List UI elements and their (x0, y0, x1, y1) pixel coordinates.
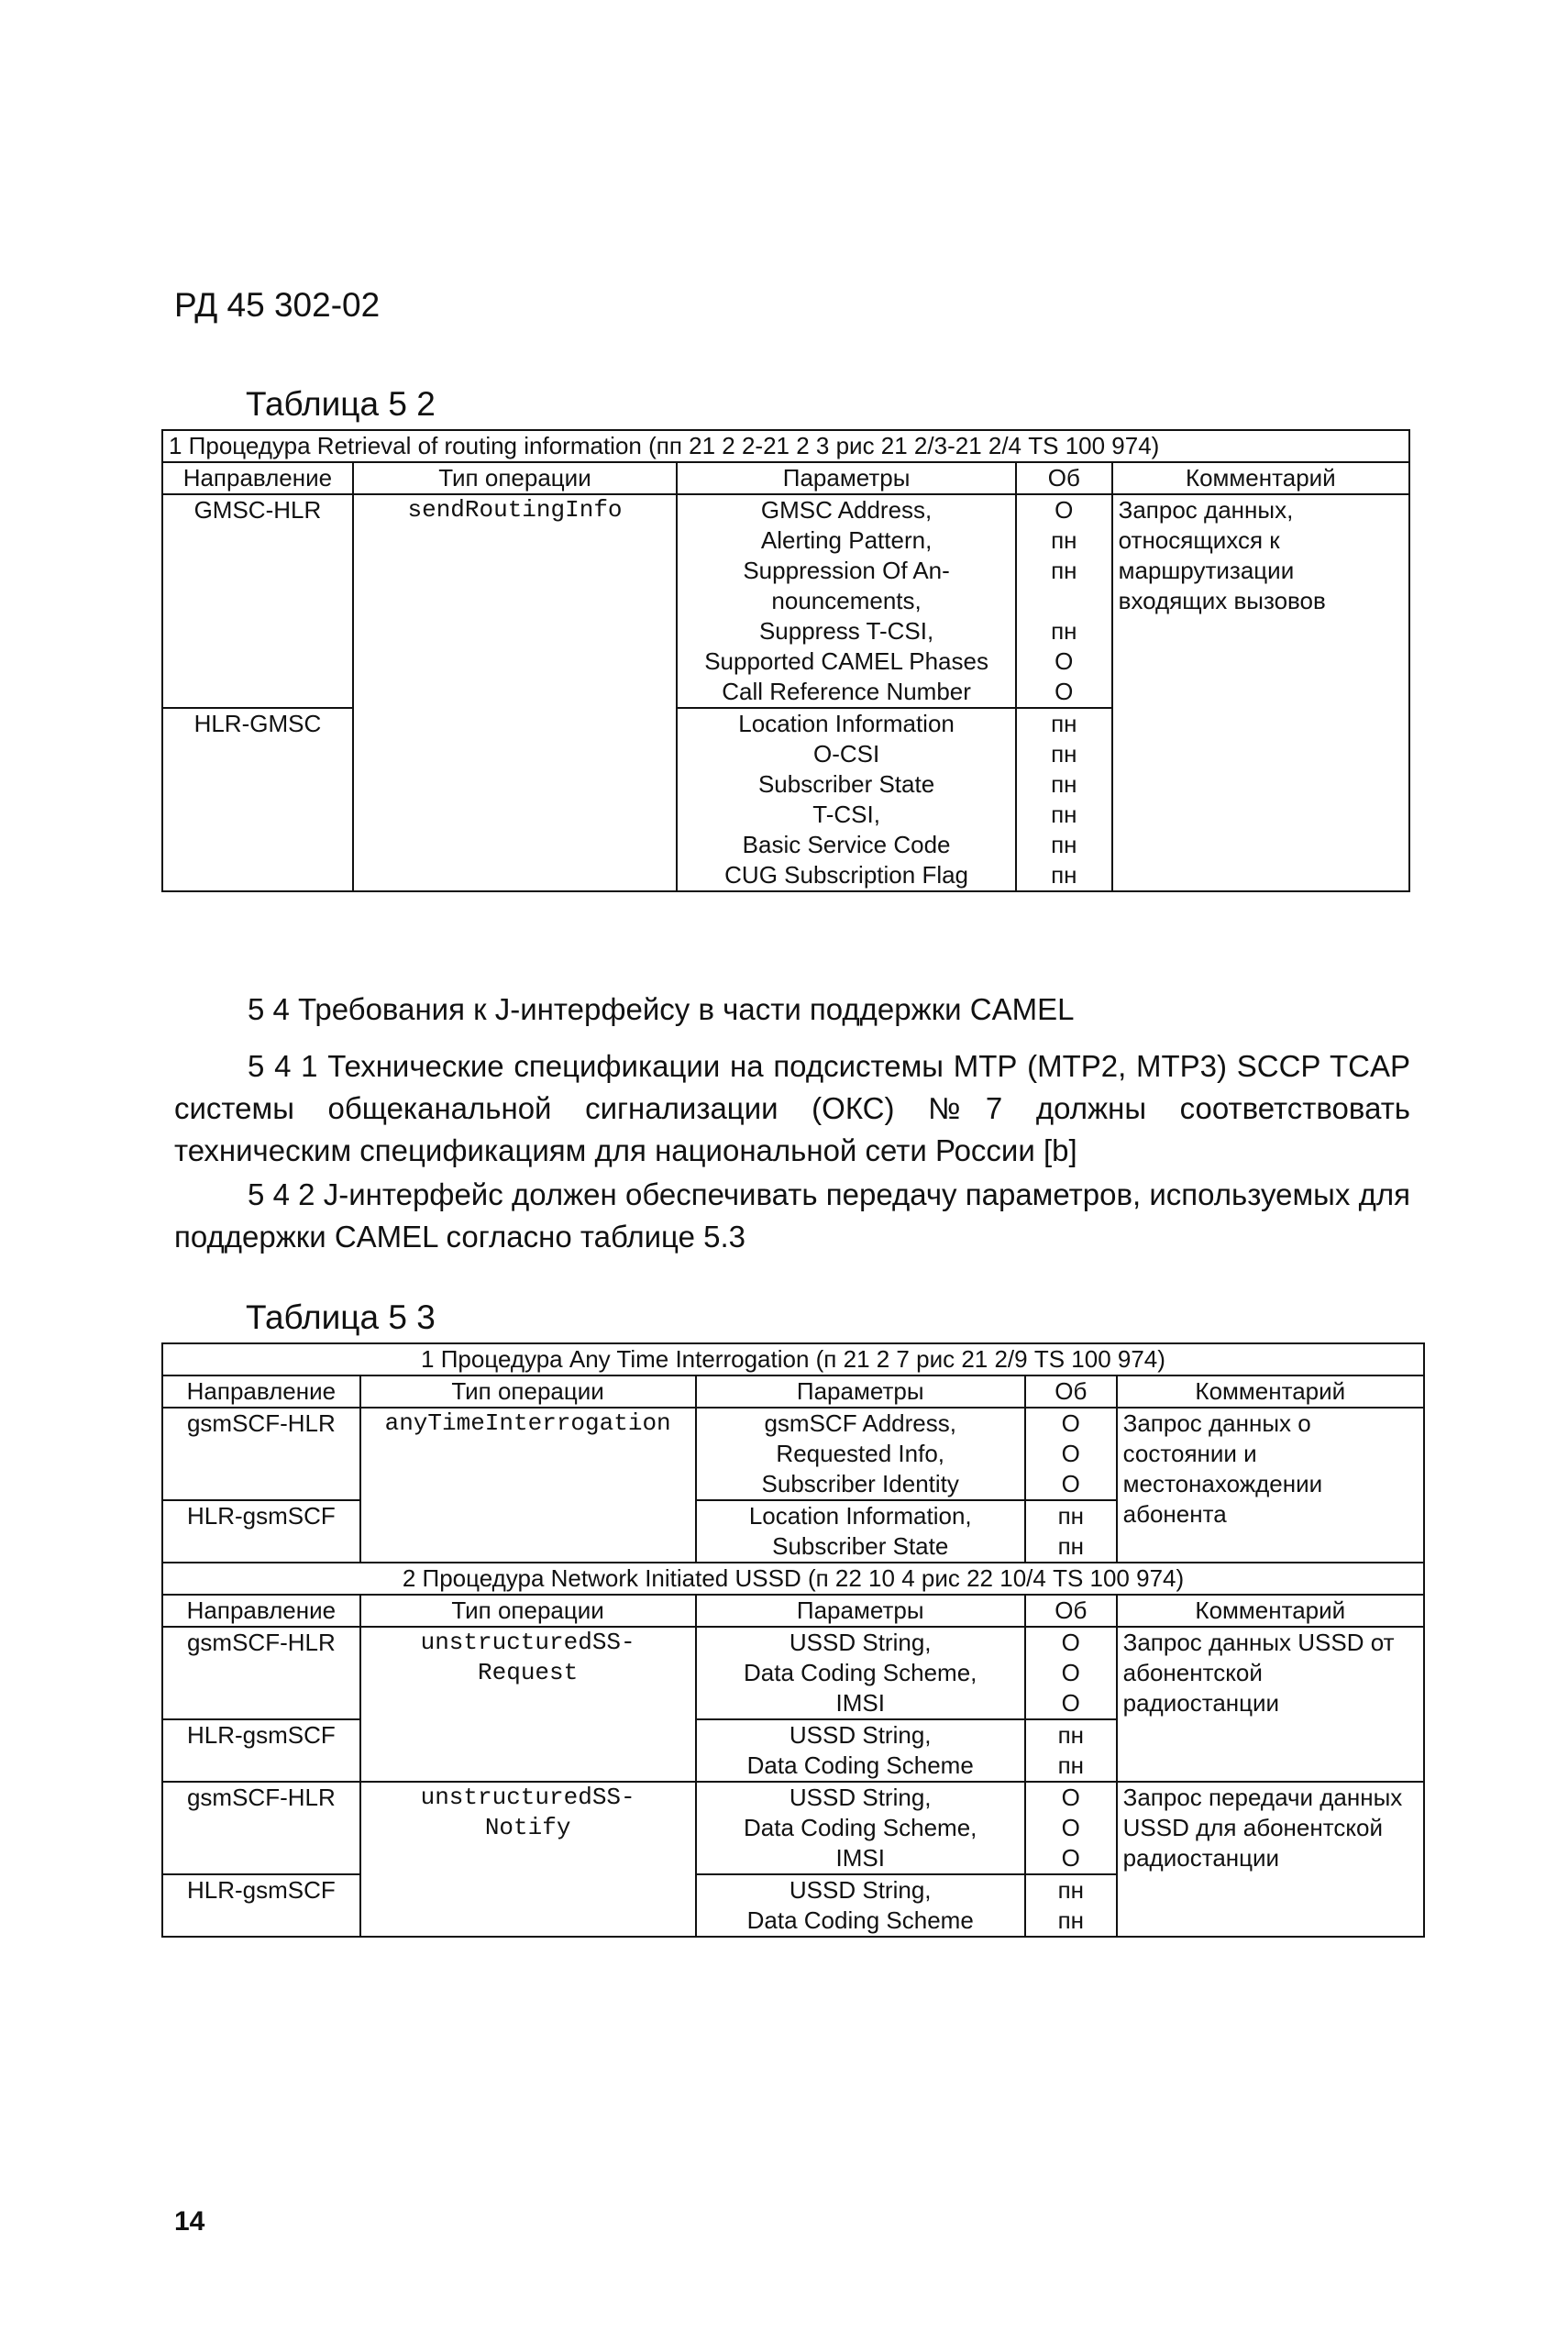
table-row (162, 494, 1409, 708)
ob-value: O (1061, 1629, 1080, 1656)
ob-value: O (1061, 1784, 1080, 1811)
table-row (162, 1782, 1424, 1874)
table-title: 1 Процедура Retrieval of routing information (пп 21 2 2-21 2 3 рис 21 2/3-21 2/4 TS 100 974) (162, 430, 1409, 462)
operation-cell: anyTimeInterrogation (360, 1408, 696, 1563)
param: Call Reference Number (722, 678, 971, 705)
ob-value: O (1061, 1689, 1080, 1717)
operation-line: unstructuredSS- (420, 1629, 635, 1656)
parameters-cell (696, 1408, 1025, 1500)
direction-cell: GMSC-HLR (162, 494, 353, 708)
ob-cell (1025, 1719, 1117, 1782)
comment-cell: Запрос передачи данных USSD для абонентской радиостанции (1117, 1782, 1424, 1937)
param: nouncements, (771, 587, 922, 614)
param: Data Coding Scheme (746, 1751, 974, 1779)
param: Data Coding Scheme, (744, 1814, 977, 1841)
param: Location Information, (748, 1502, 972, 1530)
ob-value: пн (1057, 1721, 1084, 1749)
ob-value: пн (1051, 770, 1077, 798)
comment-cell: Запрос данных о состоянии и местонахождении абонента (1117, 1408, 1424, 1563)
header-ob: Об (1016, 462, 1112, 494)
operation-line: Request (478, 1659, 579, 1686)
ob-value: пн (1051, 557, 1077, 584)
direction-cell: HLR-GMSC (162, 708, 353, 891)
header-ob: Об (1025, 1375, 1117, 1408)
ob-value: пн (1051, 831, 1077, 858)
ob-value: O (1061, 1844, 1080, 1872)
header-direction: Направление (162, 1595, 360, 1627)
param: CUG Subscription Flag (724, 861, 969, 889)
param: USSD String, (789, 1876, 932, 1904)
ob-cell (1025, 1408, 1117, 1500)
ob-value: пн (1057, 1876, 1084, 1904)
ob-value: O (1061, 1659, 1080, 1686)
header-operation-type: Тип операции (360, 1375, 696, 1408)
table-5-2 (161, 429, 1410, 892)
page-number: 14 (174, 2206, 205, 2237)
param: Subscriber State (757, 770, 935, 798)
param: Subscriber State (772, 1532, 949, 1560)
param: Suppress T-CSI, (758, 617, 934, 645)
parameters-cell (696, 1874, 1025, 1937)
param: Basic Service Code (742, 831, 951, 858)
ob-value: O (1055, 647, 1074, 675)
param: USSD String, (789, 1721, 932, 1749)
ob-cell (1025, 1782, 1117, 1874)
header-operation-type: Тип операции (353, 462, 677, 494)
ob-value: пн (1057, 1906, 1084, 1934)
table-row (162, 1408, 1424, 1500)
procedure-2-title: 2 Процедура Network Initiated USSD (п 22 10 4 рис 22 10/4 TS 100 974) (162, 1563, 1424, 1595)
param: IMSI (835, 1844, 885, 1872)
parameters-cell (696, 1782, 1025, 1874)
ob-value: O (1055, 678, 1074, 705)
param: Suppression Of An- (743, 557, 950, 584)
param: Alerting Pattern, (760, 526, 933, 554)
ob-value: пн (1051, 861, 1077, 889)
param: Subscriber Identity (761, 1470, 959, 1497)
operation-line: Notify (484, 1814, 571, 1841)
operation-line: unstructuredSS- (420, 1784, 635, 1811)
direction-cell: HLR-gsmSCF (162, 1874, 360, 1937)
ob-cell (1025, 1627, 1117, 1719)
table-5-3-caption: Таблица 5 3 (246, 1298, 436, 1336)
param: Location Information (738, 710, 955, 737)
parameters-cell (696, 1719, 1025, 1782)
param: IMSI (835, 1689, 885, 1717)
ob-cell (1016, 708, 1112, 891)
param: USSD String, (789, 1629, 932, 1656)
ob-value: пн (1057, 1532, 1084, 1560)
parameters-cell (677, 494, 1016, 708)
ob-value: O (1061, 1814, 1080, 1841)
ob-value: O (1061, 1440, 1080, 1467)
ob-value: O (1055, 496, 1074, 524)
header-direction: Направление (162, 462, 353, 494)
direction-cell: gsmSCF-HLR (162, 1627, 360, 1719)
comment-cell: Запрос данных USSD от абонентской радиостанции (1117, 1627, 1424, 1782)
header-ob: Об (1025, 1595, 1117, 1627)
param: T-CSI, (812, 801, 880, 828)
document-code: РД 45 302-02 (174, 286, 381, 324)
table-5-2-caption: Таблица 5 2 (246, 385, 436, 423)
param: USSD String, (789, 1784, 932, 1811)
paragraph-5-4-1: 5 4 1 Технические спецификации на подсистемы МТР (МТР2, МТР3) SCCP TCAP системы общеканальной сигнализации (ОКС) №7 должны соответствовать техническим спецификациям для национальной сети России [b] (174, 1049, 1410, 1167)
direction-cell: HLR-gsmSCF (162, 1719, 360, 1782)
header-parameters: Параметры (696, 1375, 1025, 1408)
param: Data Coding Scheme (746, 1906, 974, 1934)
ob-value: пн (1051, 617, 1077, 645)
parameters-cell (696, 1500, 1025, 1563)
param: GMSC Address, (760, 496, 933, 524)
header-direction: Направление (162, 1375, 360, 1408)
comment-cell: Запрос данных, относящихся к маршрутизации входящих вызовов (1112, 494, 1409, 891)
ob-value (1022, 586, 1106, 616)
ob-value: пн (1051, 740, 1077, 768)
param: Requested Info, (776, 1440, 944, 1467)
ob-value: пн (1051, 710, 1077, 737)
ob-value: пн (1057, 1502, 1084, 1530)
ob-cell (1025, 1874, 1117, 1937)
table-5-3 (161, 1342, 1425, 1938)
operation-cell (360, 1782, 696, 1937)
header-comment: Комментарий (1117, 1595, 1424, 1627)
param: Supported CAMEL Phases (704, 647, 988, 675)
ob-value: пн (1057, 1751, 1084, 1779)
header-parameters: Параметры (677, 462, 1016, 494)
direction-cell: HLR-gsmSCF (162, 1500, 360, 1563)
operation-cell (360, 1627, 696, 1782)
operation-cell: sendRoutingInfo (353, 494, 677, 891)
header-operation-type: Тип операции (360, 1595, 696, 1627)
param: Data Coding Scheme, (744, 1659, 977, 1686)
param: O-CSI (812, 740, 880, 768)
ob-cell (1016, 494, 1112, 708)
ob-value: пн (1051, 526, 1077, 554)
parameters-cell (696, 1627, 1025, 1719)
paragraph-5-4-2: 5 4 2 J-интерфейс должен обеспечивать передачу параметров, используемых для поддержки CAMEL согласно таблице 5.3 (174, 1177, 1410, 1254)
section-heading: 5 4 Требования к J-интерфейсу в части поддержки CAMEL (248, 992, 1075, 1026)
ob-value: пн (1051, 801, 1077, 828)
param: gsmSCF Address, (764, 1409, 956, 1437)
header-parameters: Параметры (696, 1595, 1025, 1627)
header-comment: Комментарий (1117, 1375, 1424, 1408)
parameters-cell (677, 708, 1016, 891)
direction-cell: gsmSCF-HLR (162, 1782, 360, 1874)
ob-cell (1025, 1500, 1117, 1563)
table-row (162, 1627, 1424, 1719)
procedure-1-title: 1 Процедура Any Time Interrogation (п 21 2 7 рис 21 2/9 TS 100 974) (162, 1343, 1424, 1375)
ob-value: O (1061, 1470, 1080, 1497)
direction-cell: gsmSCF-HLR (162, 1408, 360, 1500)
header-comment: Комментарий (1112, 462, 1409, 494)
ob-value: O (1061, 1409, 1080, 1437)
